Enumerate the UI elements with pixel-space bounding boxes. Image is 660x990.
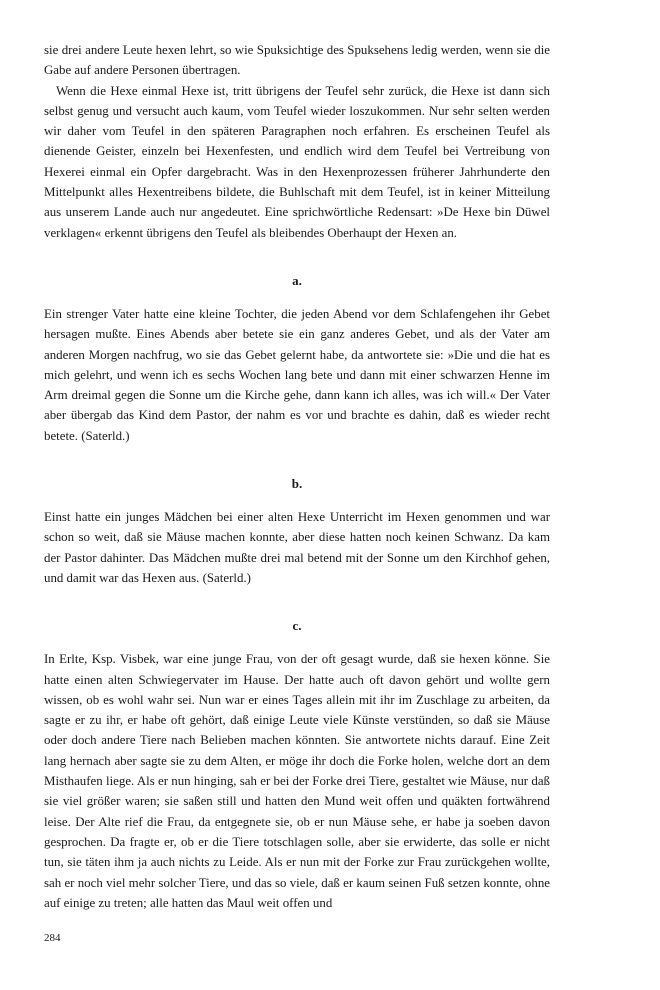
section-heading-a: a. [292, 272, 302, 288]
section-heading-b: b. [291, 476, 303, 492]
page-number: 284 [44, 932, 61, 944]
section-heading-c: c. [292, 618, 302, 634]
intro-paragraph: Wenn die Hexe einmal Hexe ist, tritt übrigens der Teufel sehr zurück, die Hexe ist dann sich selbst genug und versucht auch kaum, vom Teufel wieder loszukommen. Nur sehr selten werden wir daher vom Teufel in den späteren Paragraphen noch erfahren. Es erscheinen Teufel als dienende Geister, einzeln bei Hexenfesten, und endlich wird dem Teufel bei Vertreibung von Hexerei einmal ein Opfer dargebracht. Was in den Hexenprozessen früherer Jahrhunderte den Mittelpunkt alles Hexentreibens bildete, die Buhlschaft mit dem Teufel, ist in keiner Mitteilung aus unserem Lande auch nur angedeutet. Eine sprichwörtliche Redensart: »De Hexe bin Düwel verklagen« erkennt übrigens den Teufel als bleibendes Oberhaupt der Hexen an. [44, 83, 550, 240]
body-text [44, 40, 550, 913]
section-text-c: In Erlte, Ksp. Visbek, war eine junge Frau, von der oft gesagt wurde, daß sie hexen könne. Sie hatte einen alten Schwiegervater im Hause. Der hatte auch oft davon gehört und wollte gern wissen, ob es wohl wahr sei. Nun war er eines Tages allein mit ihr im Zuschlage zu arbeiten, da sagte er zu ihr, er habe oft gehört, daß einige Leute viele Künste verstünden, so daß sie Mäuse oder doch andere Tiere nach Belieben machen könnten. Sie antwortete nichts darauf. Eine Zeit lang hernach aber sagte sie zu dem Alten, er möge ihr doch die Forke holen, welche dort an dem Misthaufen liege. Als er nun hinging, sah er bei der Forke drei Tiere, gestaltet wie Mäuse, nur daß sie viel größer waren; sie saßen still und hatten den Mund weit offen und quäkten fortwährend leise. Der Alte rief die Frau, da entgegnete sie, ob er nun Mäuse sehe, er habe ja soeben davon gesprochen. Da fragte er, ob er die Tiere totschlagen solle, aber sie erwiderte, das solle er nicht tun, sie täten ihm ja auch nichts zu Leide. Als er nun mit der Forke zur Frau zurückgehen wollte, sah er noch viel mehr solcher Tiere, und das so viele, daß er kaum seinen Fuß setzen konnte, ohne auf einige zu treten; alle hatten das Maul weit offen und [44, 652, 550, 910]
section-text-a: Ein strenger Vater hatte eine kleine Tochter, die jeden Abend vor dem Schlafengehen ihr Gebet hersagen mußte. Eines Abends aber betete sie ein ganz anderes Gebet, und als der Vater am anderen Morgen nachfrug, wo sie das Gebet gelernt habe, da antwortete sie: »Die und die hat es mich gelehrt, und wenn ich es sechs Wochen lang bete und dann mit einer schwarzen Henne im Arm dreimal gegen die Sonne um die Kirche gehe, dann kann ich alles, was ich will.« Der Vater aber übergab das Kind dem Pastor, der nahm es vor und brachte es dahin, daß es wieder recht betete. (Saterld.) [44, 306, 550, 443]
section-text-b: Einst hatte ein junges Mädchen bei einer alten Hexe Unterricht im Hexen genommen und war schon so weit, daß sie Mäuse machen konnte, aber diese hatten noch keinen Schwanz. Da kam der Pastor dahinter. Das Mädchen mußte drei mal betend mit der Sonne um den Kirchhof gehen, und damit war das Hexen aus. (Saterld.) [44, 510, 550, 585]
intro-paragraph-continuation: sie drei andere Leute hexen lehrt, so wie Spuksichtige des Spuksehens ledig werden, wenn sie die Gabe auf andere Personen übertragen. [44, 43, 550, 78]
